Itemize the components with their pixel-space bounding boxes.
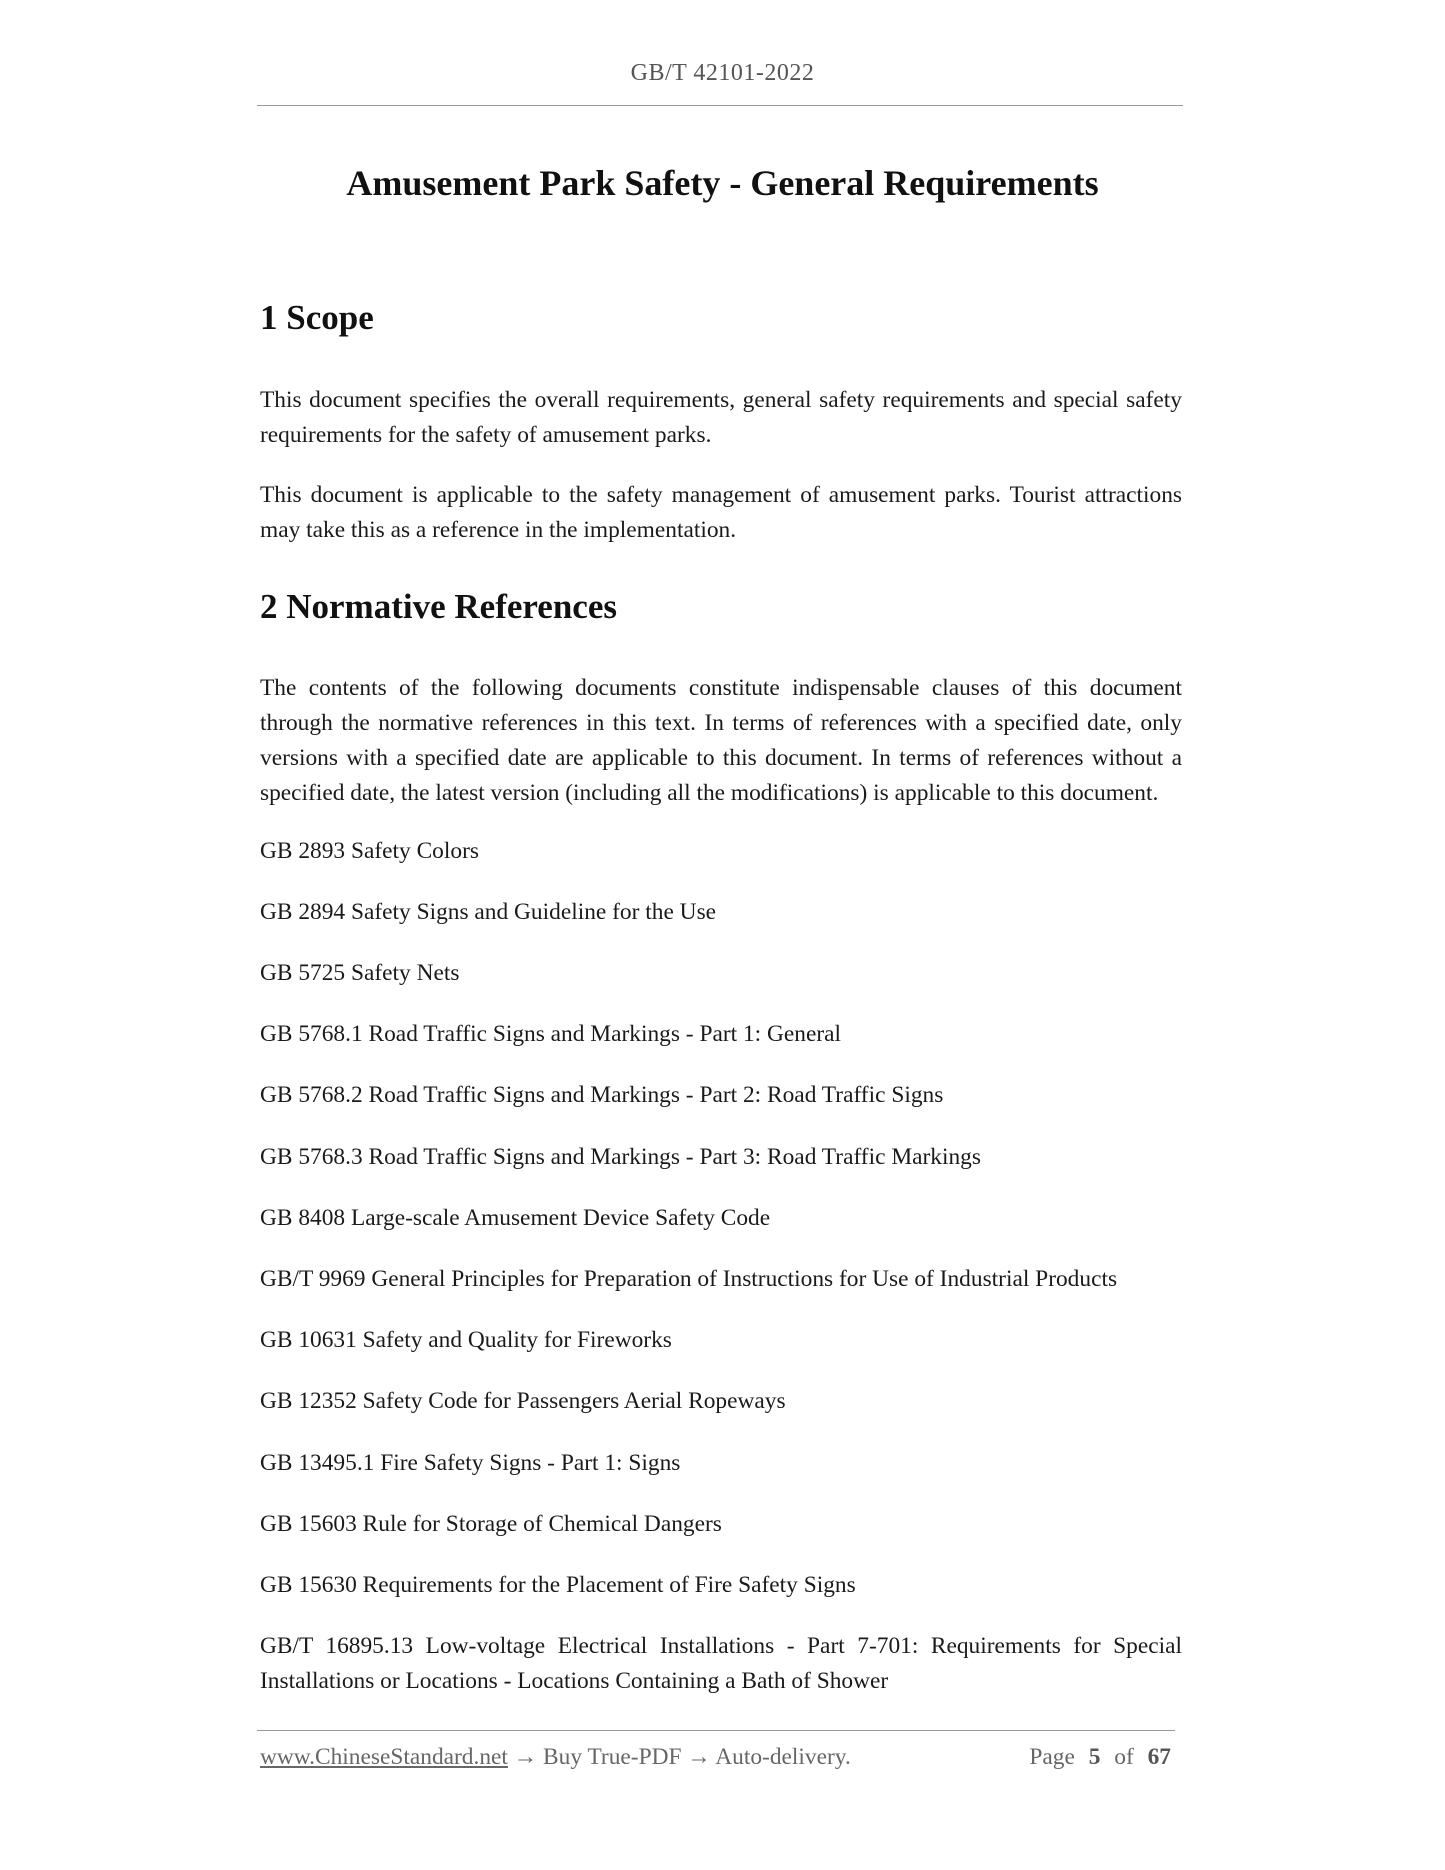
section-heading-normative-references: 2 Normative References bbox=[260, 587, 617, 626]
document-title: Amusement Park Safety - General Requirements bbox=[346, 163, 1099, 203]
reference-item: GB/T 16895.13 Low-voltage Electrical Installations - Part 7-701: Requirements for Special Installations or Locations - Locations Containing a Bath of Shower bbox=[260, 1633, 1182, 1694]
reference-item: GB 5768.2 Road Traffic Signs and Markings - Part 2: Road Traffic Signs bbox=[260, 1082, 944, 1108]
current-page-number: 5 bbox=[1088, 1744, 1101, 1770]
reference-item: GB 5768.1 Road Traffic Signs and Markings - Part 1: General bbox=[260, 1021, 842, 1047]
section-heading-scope: 1 Scope bbox=[260, 298, 374, 337]
footer-divider bbox=[257, 1730, 1175, 1731]
normative-references-intro: The contents of the following documents constitute indispensable clauses of this document through the normative references in this text. In terms of references with a specified date, only versions with a specified date are applicable to this document. In terms of references without a specified date, the latest version (including all the modifications) is applicable to this document. bbox=[260, 675, 1182, 806]
scope-paragraph-1: This document specifies the overall requirements, general safety requirements and special safety requirements for the safety of amusement parks. bbox=[260, 387, 1182, 448]
running-header: GB/T 42101-2022 bbox=[630, 60, 815, 86]
reference-item: GB 2894 Safety Signs and Guideline for the Use bbox=[260, 899, 717, 925]
reference-item: GB 8408 Large-scale Amusement Device Safety Code bbox=[260, 1205, 771, 1231]
reference-item: GB 12352 Safety Code for Passengers Aerial Ropeways bbox=[260, 1388, 786, 1414]
promo-text: → Buy True-PDF → Auto-delivery. bbox=[513, 1744, 851, 1770]
footer-promo bbox=[260, 1744, 851, 1771]
reference-item: GB 5725 Safety Nets bbox=[260, 960, 460, 986]
reference-item: GB 13495.1 Fire Safety Signs - Part 1: Signs bbox=[260, 1450, 681, 1476]
page-indicator bbox=[1025, 1744, 1175, 1771]
page-footer bbox=[260, 1744, 1175, 1771]
page-label: Page bbox=[1029, 1744, 1075, 1770]
reference-item: GB 5768.3 Road Traffic Signs and Markings - Part 3: Road Traffic Markings bbox=[260, 1144, 981, 1170]
reference-item: GB 2893 Safety Colors bbox=[260, 838, 479, 864]
scope-paragraph-2: This document is applicable to the safety management of amusement parks. Tourist attractions may take this as a reference in the implementation. bbox=[260, 482, 1182, 543]
reference-item: GB 15603 Rule for Storage of Chemical Dangers bbox=[260, 1511, 722, 1537]
site-link[interactable]: www.ChineseStandard.net bbox=[260, 1744, 508, 1770]
reference-item: GB 15630 Requirements for the Placement of Fire Safety Signs bbox=[260, 1572, 856, 1598]
header-divider bbox=[257, 105, 1183, 106]
of-label: of bbox=[1114, 1744, 1134, 1770]
total-page-count: 67 bbox=[1147, 1744, 1171, 1770]
reference-item: GB 10631 Safety and Quality for Fireworks bbox=[260, 1327, 672, 1353]
reference-item: GB/T 9969 General Principles for Preparation of Instructions for Use of Industrial Products bbox=[260, 1266, 1118, 1292]
